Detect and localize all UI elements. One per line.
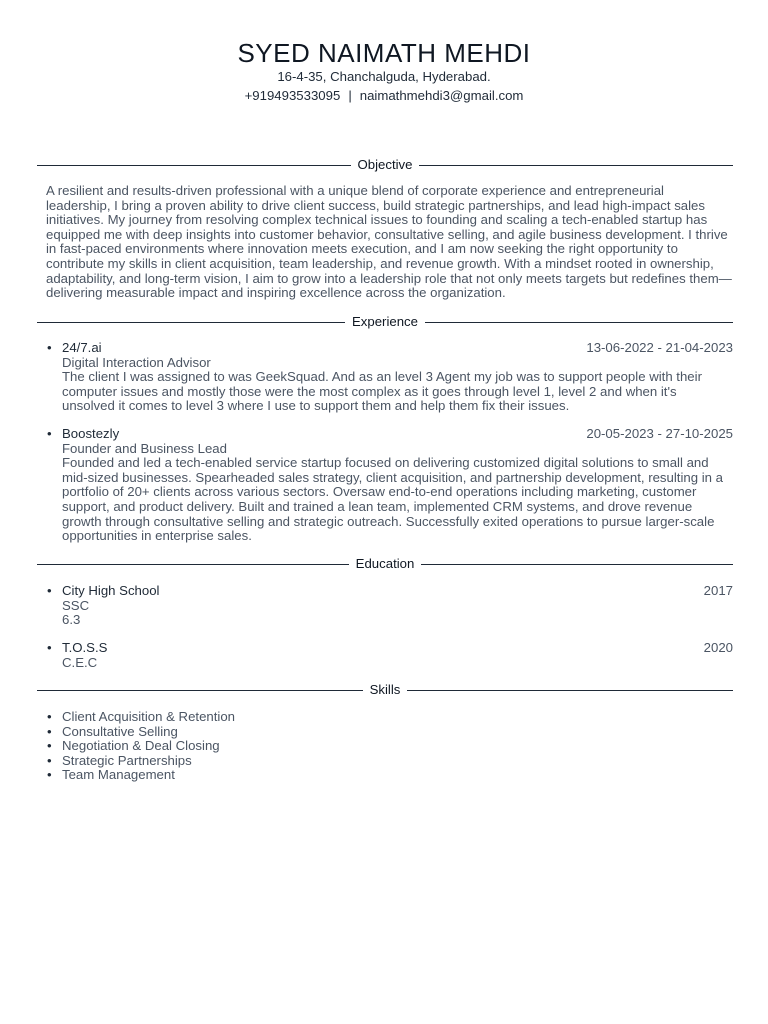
skill-label: Client Acquisition & Retention	[62, 709, 236, 724]
section-title: Objective	[351, 157, 420, 173]
date-range: 20-05-2023 - 27-10-2025	[586, 426, 733, 441]
skill-label: Consultative Selling	[62, 723, 178, 739]
bullet: •	[47, 738, 52, 754]
section-header-objective	[37, 157, 733, 173]
bullet: •	[47, 752, 52, 768]
section-header-education	[37, 556, 733, 572]
bullet: •	[47, 583, 52, 598]
school-name: City High School	[62, 583, 160, 598]
skills-list	[47, 709, 733, 783]
job-role: Founder and Business Lead	[62, 440, 227, 456]
experience-header	[62, 341, 733, 356]
job-description: The client I was assigned to was GeekSquad. And as an level 3 Agent my job was to support people with their computer issues and mostly those were the most complex as it goes through level 1, level 2 and when it's unsolved it comes to level 3 where I use to support them and help them fix their issues.	[62, 369, 702, 414]
skill-item	[47, 723, 733, 740]
email-address: naimathmehdi3@gmail.com	[359, 88, 524, 103]
education-header	[62, 641, 733, 656]
company-name: 24/7.ai	[62, 340, 102, 355]
skill-label: Team Management	[62, 767, 175, 783]
skill-item	[47, 738, 733, 754]
company-name: Boostezly	[62, 426, 120, 441]
section-title: Experience	[345, 314, 425, 330]
bullet: •	[47, 767, 52, 783]
experience-item	[47, 340, 733, 414]
bullet: •	[47, 640, 52, 655]
candidate-name: SYED NAIMATH MEHDI	[237, 38, 531, 68]
graduation-year: 2020	[703, 640, 733, 655]
score: 6.3	[62, 612, 81, 628]
phone-number: +919493533095	[244, 88, 341, 103]
skill-label: Negotiation & Deal Closing	[62, 738, 220, 754]
job-role: Digital Interaction Advisor	[62, 354, 211, 370]
objective-paragraph: A resilient and results-driven professional with a unique blend of corporate experience and entrepreneurial leadership, I bring a proven ability to drive client success, build strategic partnerships, and lead high-impact sales initiatives. My journey from resolving complex technical issues to founding and scaling a tech-enabled startup has equipped me with deep insights into customer behavior, consultative selling, and agile business development. I thrive in fast-paced environments where innovation meets execution, and I am now seeking the right opportunity to contribute my skills in client acquisition, team leadership, and revenue growth. With a mindset rooted in ownership, adaptability, and long-term vision, I aim to grow into a leadership role that not only meets targets but redefines them—delivering measurable impact and inspiring excellence across the organization.	[46, 183, 732, 301]
qualification: C.E.C	[62, 654, 98, 670]
skill-item	[47, 767, 733, 783]
contact-separator: |	[348, 88, 352, 103]
section-title: Skills	[363, 682, 408, 698]
bullet: •	[47, 709, 52, 724]
date-range: 13-06-2022 - 21-04-2023	[586, 340, 733, 355]
contact-line	[0, 88, 768, 103]
experience-item	[47, 426, 733, 544]
bullet: •	[47, 723, 52, 739]
bullet: •	[47, 426, 52, 441]
section-title: Education	[349, 556, 422, 572]
skill-item	[47, 709, 733, 725]
section-header-experience	[37, 314, 733, 330]
graduation-year: 2017	[703, 583, 733, 598]
address: 16-4-35, Chanchalguda, Hyderabad.	[277, 69, 491, 84]
education-header	[62, 584, 733, 599]
school-name: T.O.S.S	[62, 640, 108, 655]
experience-header	[62, 427, 733, 442]
skill-item	[47, 752, 733, 769]
education-item	[47, 640, 733, 670]
qualification: SSC	[62, 597, 90, 613]
skill-label: Strategic Partnerships	[62, 752, 192, 768]
job-description: Founded and led a tech-enabled service startup focused on delivering customized digital solutions to small and mid-sized businesses. Spearheaded sales strategy, client acquisition, and partnership development, resulting in a portfolio of 20+ clients across various sectors. Oversaw end-to-end operations including marketing, customer support, and product delivery. Built and trained a lean team, implemented CRM systems, and drove revenue growth through consultative selling and strategic outreach. Successfully exited operations to pursue larger-scale opportunities in enterprise sales.	[62, 455, 723, 544]
education-item	[47, 583, 733, 628]
bullet: •	[47, 340, 52, 355]
section-header-skills	[37, 682, 733, 698]
